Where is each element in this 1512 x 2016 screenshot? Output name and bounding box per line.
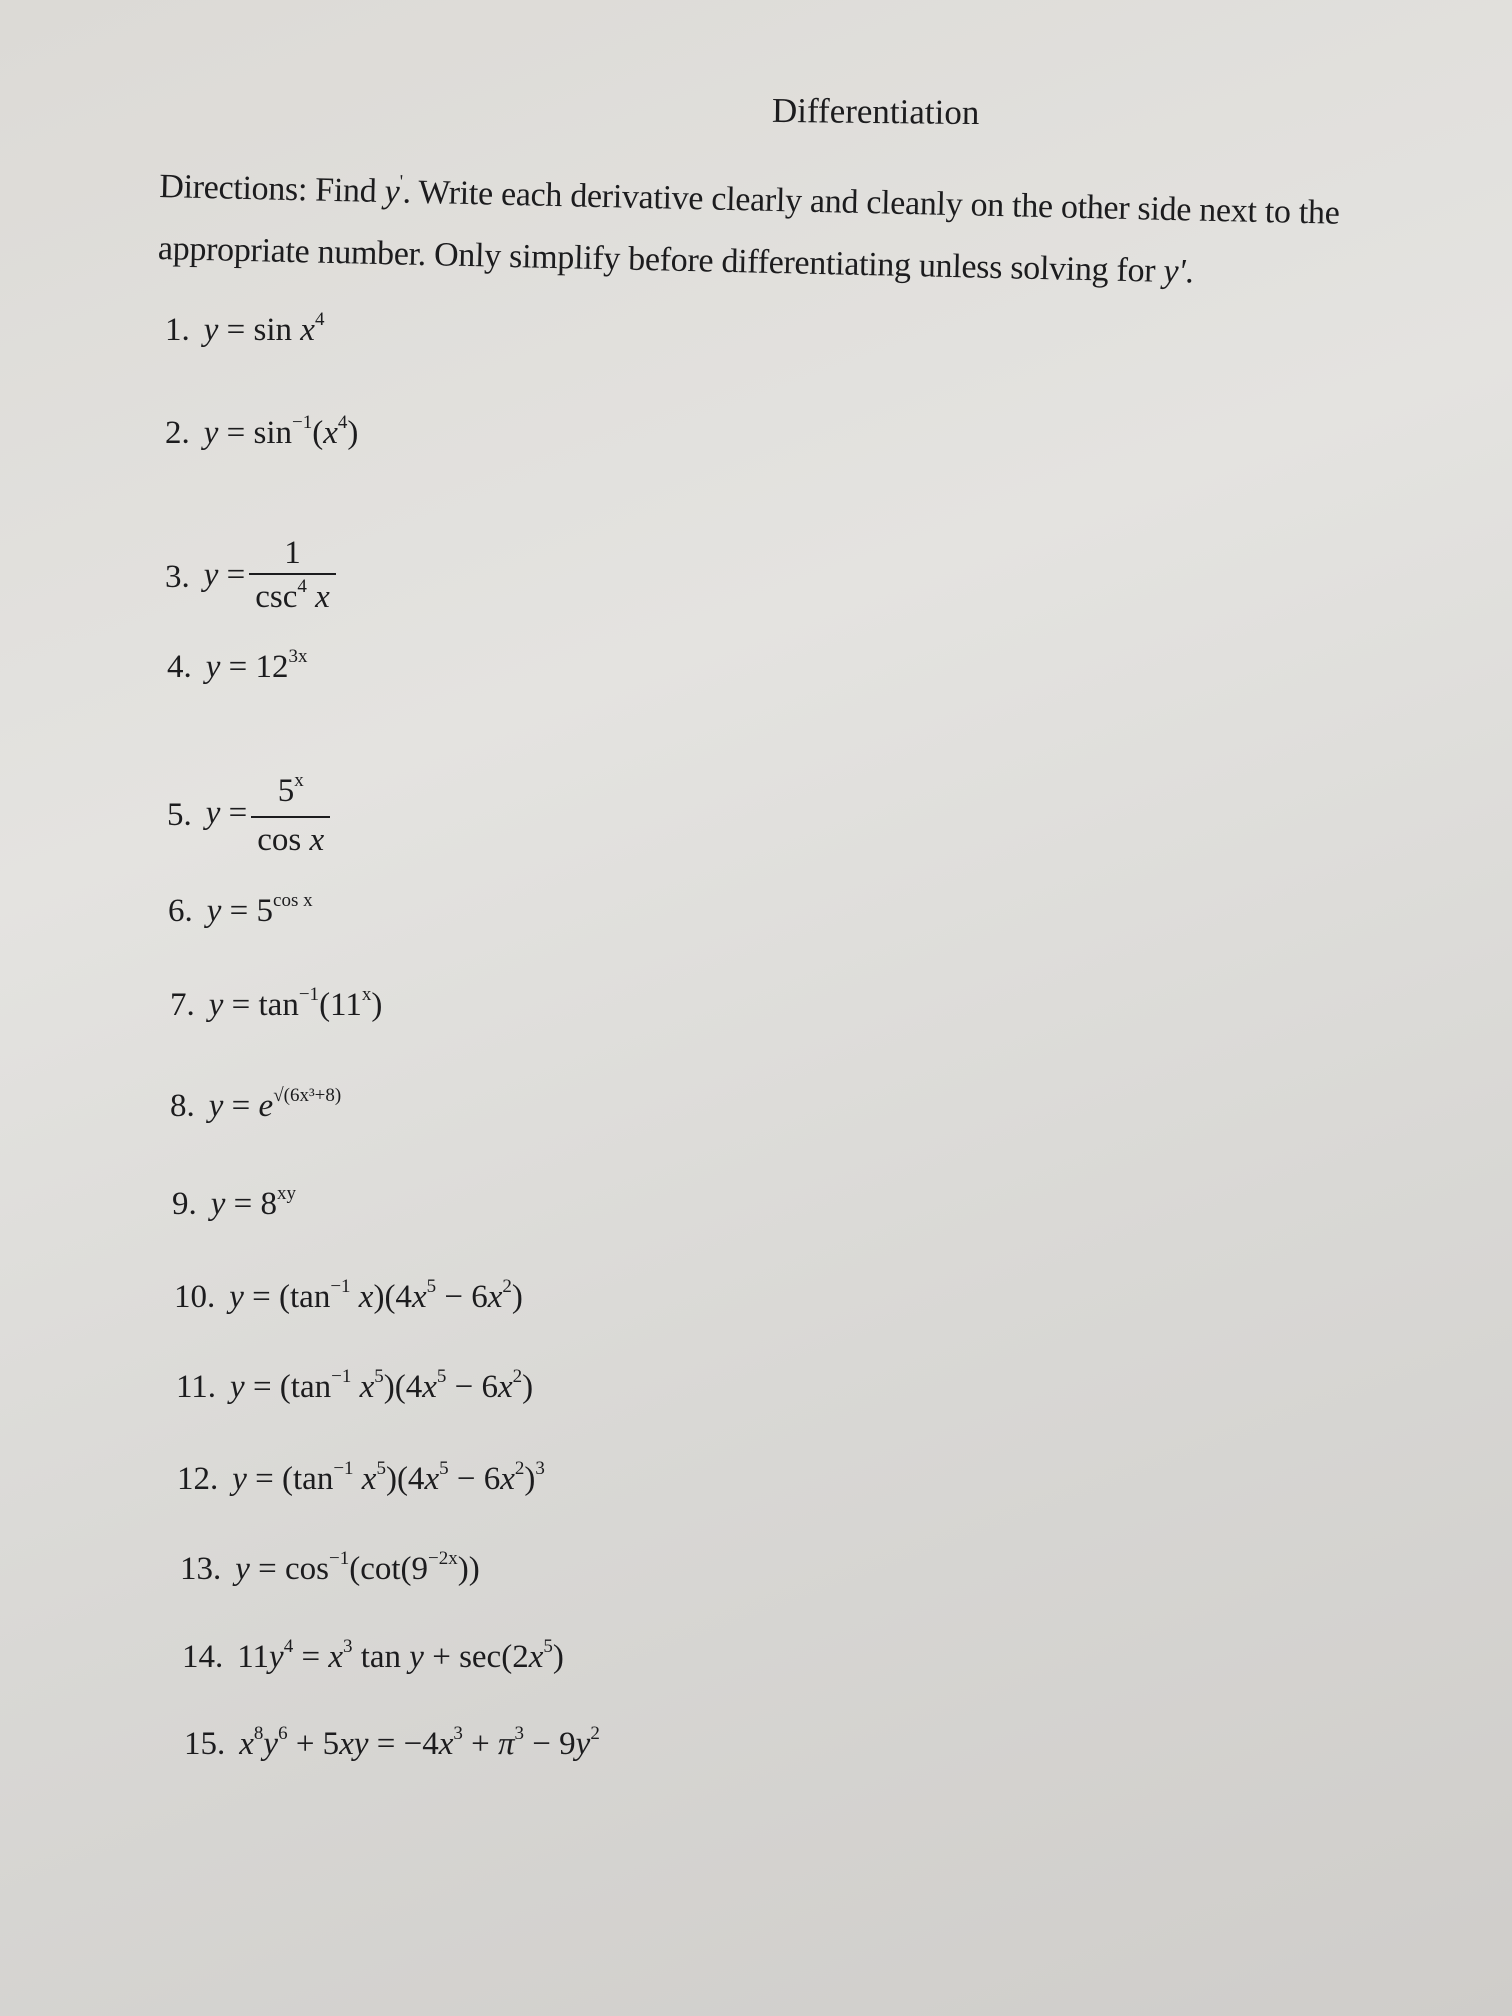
- directions-middle: . Write each derivative clearly and cleanly on the other side next to the appropriate number. Only simplify before differentiating unless solving for: [157, 173, 1340, 290]
- math-text: = (tan: [243, 1279, 331, 1315]
- superscript: 2: [512, 1366, 523, 1387]
- problem-4: [167, 646, 308, 686]
- math-text: x: [424, 1461, 440, 1497]
- math-text: csc: [255, 579, 298, 615]
- superscript: 2: [514, 1458, 525, 1479]
- problem-number: 9.: [172, 1186, 197, 1222]
- directions-end-var: y': [1163, 252, 1186, 291]
- math-text: = tan: [223, 987, 299, 1023]
- problem-number: 5.: [167, 797, 192, 833]
- math-text: (: [312, 415, 324, 451]
- math-text: y: [575, 1726, 591, 1762]
- math-text: π: [498, 1726, 515, 1762]
- problem-expression: [208, 984, 383, 1024]
- superscript: 2: [590, 1723, 600, 1744]
- math-text: x: [351, 1369, 375, 1405]
- math-text: =: [293, 1639, 329, 1675]
- problem-7: [170, 984, 383, 1024]
- math-text: = −4: [368, 1726, 439, 1762]
- math-text: x: [498, 1369, 513, 1405]
- problem-number: 8.: [170, 1088, 195, 1124]
- numerator: [272, 771, 310, 816]
- problem-10: [174, 1276, 523, 1316]
- math-text: (11: [319, 987, 362, 1023]
- problem-15: [184, 1723, 600, 1763]
- problem-number: 7.: [170, 987, 195, 1023]
- math-text: 1: [284, 535, 301, 571]
- math-text: − 6: [448, 1461, 501, 1497]
- superscript: −1: [331, 1366, 352, 1387]
- problem-number: 12.: [177, 1461, 219, 1497]
- math-text: =: [218, 557, 246, 594]
- math-text: y: [235, 1551, 250, 1587]
- superscript: √(6x³+8): [273, 1085, 342, 1106]
- math-text: = 5: [221, 893, 274, 929]
- problem-expression: [203, 309, 325, 349]
- math-text: y: [203, 312, 219, 348]
- math-text: =: [223, 1088, 259, 1124]
- math-text: (cot(9: [349, 1551, 429, 1587]
- numerator: [278, 533, 307, 573]
- superscript: 5: [439, 1458, 449, 1479]
- math-text: x: [500, 1461, 515, 1497]
- math-text: ): [522, 1369, 534, 1405]
- math-text: y: [229, 1279, 244, 1315]
- math-text: y: [232, 1461, 247, 1497]
- math-text: x: [323, 415, 338, 451]
- math-text: x: [309, 822, 325, 858]
- math-text: = sin: [218, 415, 293, 451]
- superscript: 4: [283, 1636, 294, 1657]
- math-text: 11: [237, 1639, 270, 1675]
- superscript: 5: [374, 1366, 384, 1387]
- superscript: 5: [543, 1636, 553, 1657]
- superscript: 4: [314, 309, 325, 330]
- problem-number: 15.: [184, 1726, 226, 1762]
- problem-expression: [206, 771, 334, 860]
- problem-14: [182, 1636, 564, 1676]
- superscript: 6: [278, 1723, 288, 1744]
- denominator: [251, 816, 330, 860]
- math-text: = 8: [225, 1186, 278, 1222]
- math-text: y: [206, 893, 222, 929]
- directions-var: y: [384, 173, 400, 211]
- math-text: ): [371, 987, 383, 1023]
- page-title: Differentiation: [771, 90, 980, 133]
- math-text: − 9: [524, 1726, 576, 1762]
- superscript: −1: [330, 1276, 351, 1297]
- math-text: ): [511, 1279, 523, 1315]
- math-text: cos: [257, 822, 310, 858]
- superscript: 5: [426, 1276, 437, 1297]
- problem-number: 13.: [180, 1551, 222, 1587]
- math-text: = 12: [220, 649, 289, 685]
- problem-number: 14.: [182, 1639, 224, 1675]
- problem-expression: [208, 1085, 342, 1125]
- math-text: x: [438, 1726, 454, 1762]
- problem-expression: [235, 1548, 480, 1588]
- superscript: 5: [376, 1458, 386, 1479]
- problem-expression: [229, 1276, 523, 1316]
- math-text: x: [328, 1639, 343, 1675]
- superscript: −1: [329, 1548, 350, 1569]
- math-text: y: [208, 1088, 224, 1124]
- problem-expression: [203, 412, 359, 452]
- problem-expression: [206, 890, 313, 930]
- problem-expression: [237, 1636, 564, 1676]
- superscript: 3x: [288, 646, 308, 667]
- problem-expression: [205, 646, 308, 686]
- fraction: [249, 533, 336, 622]
- math-text: + 5: [287, 1726, 340, 1762]
- problem-number: 4.: [167, 649, 192, 685]
- superscript: 5: [436, 1366, 447, 1387]
- math-text: y: [230, 1369, 245, 1405]
- math-text: y: [208, 987, 224, 1023]
- math-text: x: [300, 312, 315, 348]
- problem-expression: [230, 1366, 534, 1406]
- problem-number: 1.: [165, 312, 190, 348]
- math-text: x: [353, 1461, 377, 1497]
- math-text: x: [487, 1279, 503, 1315]
- problem-3: [165, 533, 340, 622]
- math-text: ): [347, 415, 359, 451]
- superscript: 3: [535, 1458, 545, 1479]
- superscript: xy: [277, 1183, 297, 1204]
- problem-number: 2.: [165, 415, 190, 451]
- directions-prefix: Directions: Find: [158, 167, 377, 210]
- math-text: = (tan: [244, 1369, 332, 1405]
- directions-end: .: [1184, 253, 1194, 291]
- math-text: x: [306, 579, 330, 615]
- problem-expression: [204, 533, 340, 622]
- superscript: x: [294, 770, 304, 791]
- math-text: )(4: [385, 1461, 425, 1497]
- directions: [157, 158, 1499, 307]
- superscript: 8: [253, 1723, 264, 1744]
- superscript: cos x: [273, 890, 313, 911]
- math-text: = sin: [218, 312, 301, 348]
- superscript: −1: [333, 1458, 354, 1479]
- superscript: 3: [453, 1723, 463, 1744]
- problem-11: [176, 1366, 534, 1406]
- problem-2: [165, 412, 359, 452]
- problem-8: [170, 1085, 342, 1125]
- problem-5: [167, 771, 334, 860]
- math-text: y: [203, 415, 219, 451]
- superscript: 4: [337, 412, 348, 433]
- superscript: x: [361, 984, 372, 1005]
- directions-prime: ': [399, 171, 404, 193]
- math-text: − 6: [446, 1369, 498, 1405]
- math-text: +: [462, 1726, 498, 1762]
- superscript: 2: [502, 1276, 512, 1297]
- math-text: x: [239, 1726, 254, 1762]
- math-text: )(4: [383, 1369, 423, 1405]
- math-text: y: [210, 1186, 226, 1222]
- denominator: [249, 573, 336, 622]
- problem-1: [165, 309, 325, 349]
- math-text: y: [203, 557, 219, 594]
- math-text: y: [269, 1639, 284, 1675]
- problem-number: 6.: [168, 893, 193, 929]
- problem-13: [180, 1548, 480, 1588]
- superscript: −1: [292, 412, 313, 433]
- math-text: + sec(2: [423, 1639, 529, 1675]
- problem-expression: [210, 1183, 297, 1223]
- math-text: x: [422, 1369, 437, 1405]
- math-text: y: [263, 1726, 279, 1762]
- math-text: ): [524, 1461, 536, 1497]
- math-text: =: [220, 795, 248, 832]
- problem-number: 11.: [176, 1369, 217, 1405]
- problem-number: 3.: [165, 559, 190, 595]
- math-text: x: [528, 1639, 544, 1675]
- problem-12: [177, 1458, 545, 1498]
- math-text: y: [409, 1639, 424, 1675]
- math-text: − 6: [436, 1279, 488, 1315]
- superscript: 3: [342, 1636, 353, 1657]
- problem-number: 10.: [174, 1279, 216, 1315]
- math-text: )): [457, 1551, 480, 1587]
- math-text: ): [552, 1639, 564, 1675]
- math-text: tan: [352, 1639, 410, 1675]
- problem-expression: [232, 1458, 545, 1498]
- superscript: 4: [297, 576, 307, 597]
- problem-6: [168, 890, 313, 930]
- superscript: −1: [298, 984, 320, 1005]
- math-text: y: [205, 795, 221, 832]
- math-text: = cos: [249, 1551, 330, 1587]
- math-text: x: [411, 1279, 427, 1315]
- problem-9: [172, 1183, 297, 1223]
- fraction: [251, 771, 330, 860]
- math-text: x: [350, 1279, 374, 1315]
- math-text: e: [258, 1088, 274, 1124]
- math-text: y: [205, 649, 221, 685]
- math-text: 5: [277, 773, 295, 809]
- superscript: −2x: [428, 1548, 458, 1569]
- problem-expression: [239, 1723, 600, 1763]
- math-text: = (tan: [246, 1461, 334, 1497]
- math-text: xy: [339, 1726, 369, 1762]
- math-text: )(4: [373, 1279, 412, 1315]
- superscript: 3: [514, 1723, 525, 1744]
